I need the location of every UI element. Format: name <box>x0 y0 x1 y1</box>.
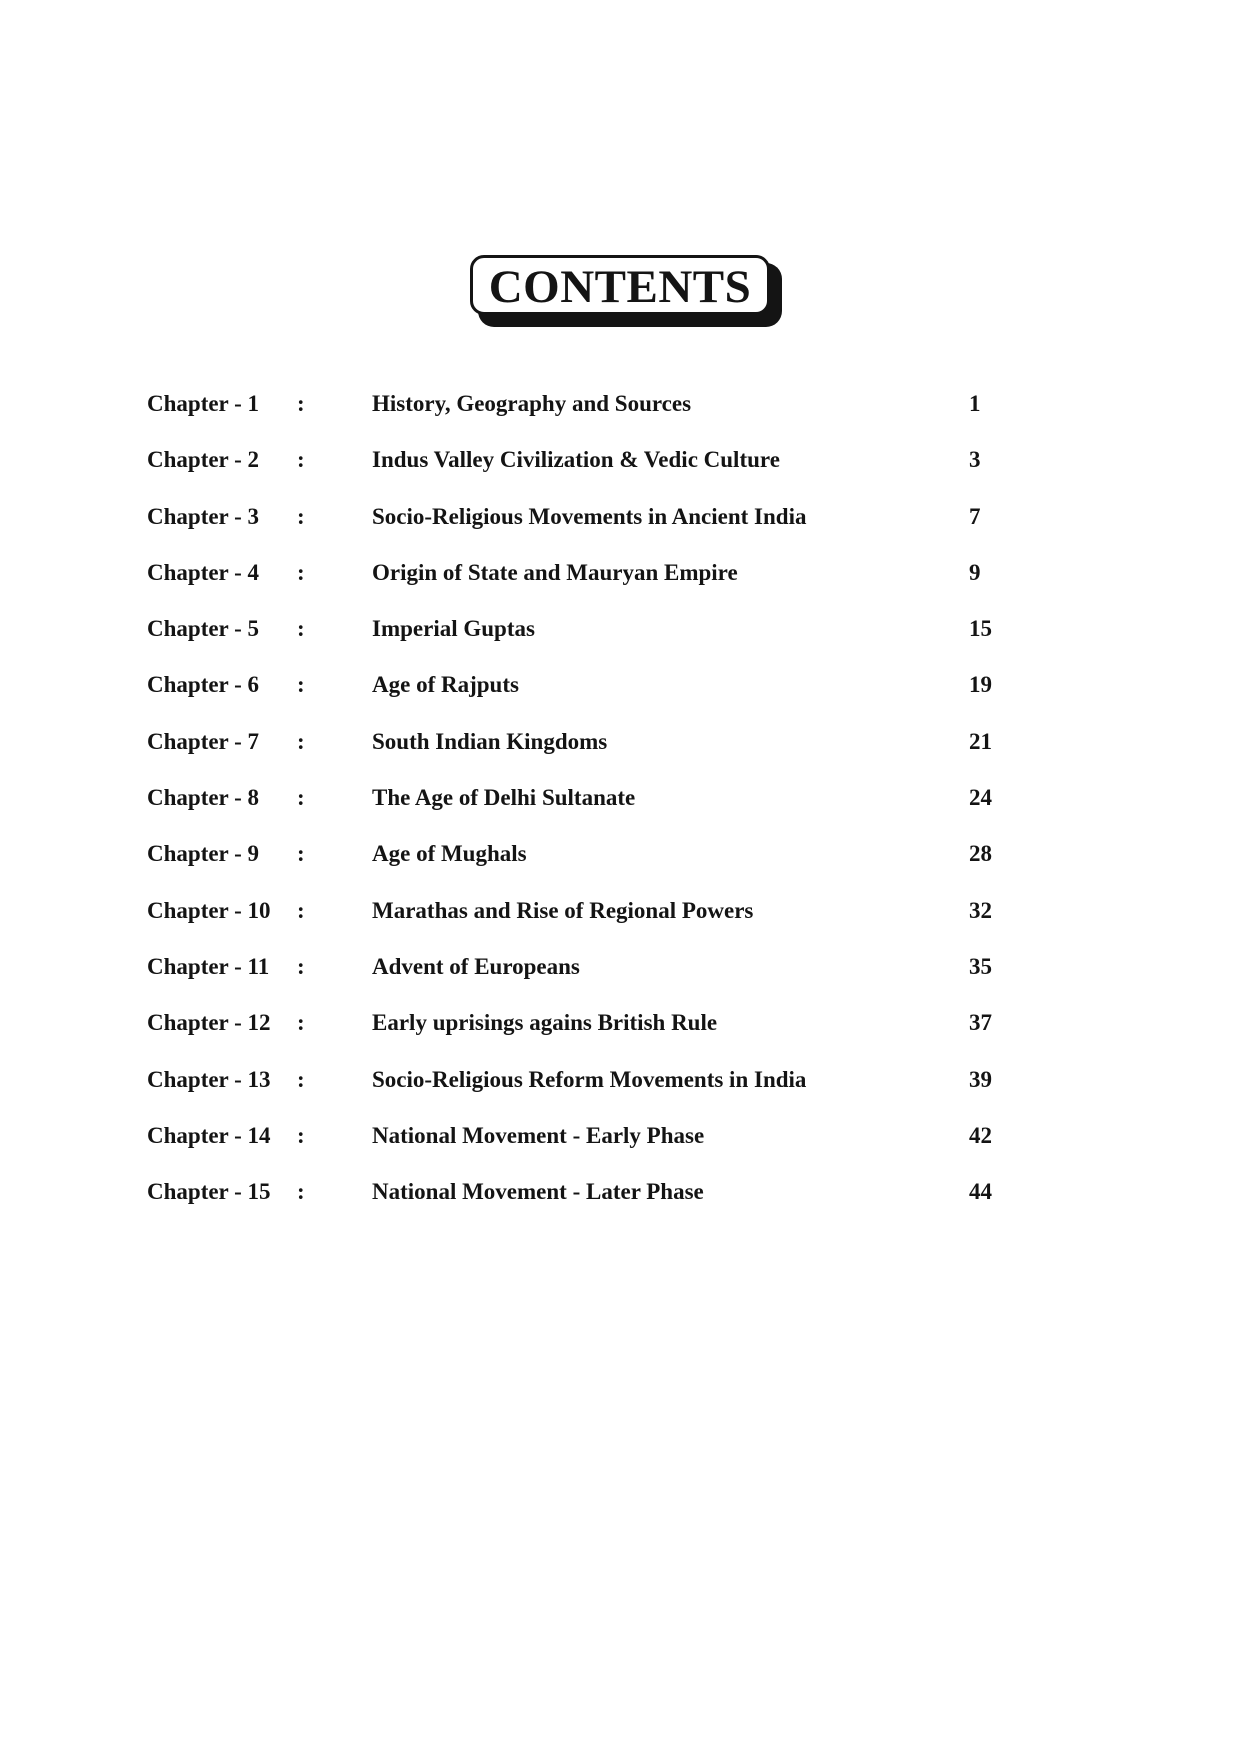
chapter-title: Imperial Guptas <box>372 616 535 642</box>
toc-row[interactable] <box>147 779 1027 835</box>
chapter-title: National Movement - Early Phase <box>372 1122 705 1148</box>
chapter-title: South Indian Kingdoms <box>372 728 608 754</box>
separator: : <box>297 1066 305 1092</box>
heading-box <box>470 255 770 315</box>
page-number: 37 <box>969 1010 992 1036</box>
chapter-title: The Age of Delhi Sultanate <box>372 785 636 811</box>
toc-row[interactable] <box>147 610 1027 666</box>
toc-row[interactable] <box>147 835 1027 891</box>
page-number: 19 <box>969 672 992 698</box>
page-number: 39 <box>969 1066 992 1092</box>
toc-row[interactable] <box>147 498 1027 554</box>
page-number: 15 <box>969 616 992 642</box>
page-number: 42 <box>969 1122 992 1148</box>
toc-row[interactable] <box>147 1173 1027 1229</box>
toc-row[interactable] <box>147 723 1027 779</box>
page-number: 1 <box>969 391 981 416</box>
chapter-title: Indus Valley Civilization & Vedic Culture <box>372 447 780 473</box>
chapter-title: Age of Mughals <box>372 841 527 867</box>
separator: : <box>297 785 305 811</box>
page-number: 24 <box>969 785 992 811</box>
chapter-number: Chapter - 6 <box>147 672 260 698</box>
toc-row[interactable] <box>147 441 1027 497</box>
separator: : <box>297 447 305 473</box>
page-number: 3 <box>969 447 981 473</box>
separator: : <box>297 1179 305 1205</box>
page-number: 9 <box>969 559 981 585</box>
chapter-title: Marathas and Rise of Regional Powers <box>372 897 754 923</box>
chapter-number: Chapter - 14 <box>147 1122 271 1148</box>
chapter-title: Origin of State and Mauryan Empire <box>372 559 738 585</box>
chapter-number: Chapter - 9 <box>147 841 260 867</box>
contents-heading-frame <box>470 255 782 327</box>
chapter-number: Chapter - 15 <box>147 1179 271 1205</box>
page-number: 44 <box>969 1179 992 1205</box>
separator: : <box>297 559 305 585</box>
page-number: 7 <box>969 503 981 529</box>
chapter-title: Socio-Religious Reform Movements in India <box>372 1066 807 1092</box>
separator: : <box>297 728 305 754</box>
toc-row[interactable] <box>147 948 1027 1004</box>
chapter-number: Chapter - 3 <box>147 503 260 529</box>
separator: : <box>297 841 305 867</box>
separator: : <box>297 1122 305 1148</box>
chapter-number: Chapter - 7 <box>147 728 260 754</box>
separator: : <box>297 391 305 416</box>
separator: : <box>297 672 305 698</box>
chapter-number: Chapter - 1 <box>147 391 260 416</box>
toc-row[interactable] <box>147 892 1027 948</box>
page-number: 35 <box>969 953 992 979</box>
page-number: 32 <box>969 897 992 923</box>
chapter-title: Socio-Religious Movements in Ancient India <box>372 503 807 529</box>
chapter-number: Chapter - 8 <box>147 785 260 811</box>
page-number: 21 <box>969 728 992 754</box>
separator: : <box>297 953 305 979</box>
chapter-title: Age of Rajputs <box>372 672 519 698</box>
separator: : <box>297 616 305 642</box>
toc-row[interactable] <box>147 1061 1027 1117</box>
toc-row[interactable] <box>147 554 1027 610</box>
chapter-number: Chapter - 10 <box>147 897 271 923</box>
toc-row[interactable] <box>147 666 1027 722</box>
chapter-title: Early uprisings agains British Rule <box>372 1010 718 1036</box>
chapter-number: Chapter - 13 <box>147 1066 271 1092</box>
chapter-number: Chapter - 12 <box>147 1010 271 1036</box>
page-title: CONTENTS <box>488 260 752 313</box>
chapter-number: Chapter - 5 <box>147 616 260 642</box>
toc-row[interactable] <box>147 385 1027 441</box>
separator: : <box>297 503 305 529</box>
chapter-number: Chapter - 11 <box>147 953 270 979</box>
toc-row[interactable] <box>147 1004 1027 1060</box>
page-number: 28 <box>969 841 992 867</box>
chapter-number: Chapter - 2 <box>147 447 260 473</box>
separator: : <box>297 1010 305 1036</box>
toc-row[interactable] <box>147 1117 1027 1173</box>
separator: : <box>297 897 305 923</box>
chapter-title: Advent of Europeans <box>372 953 580 979</box>
chapter-title: History, Geography and Sources <box>372 391 692 416</box>
chapter-title: National Movement - Later Phase <box>372 1179 704 1205</box>
table-of-contents <box>147 385 1027 1229</box>
chapter-number: Chapter - 4 <box>147 559 260 585</box>
